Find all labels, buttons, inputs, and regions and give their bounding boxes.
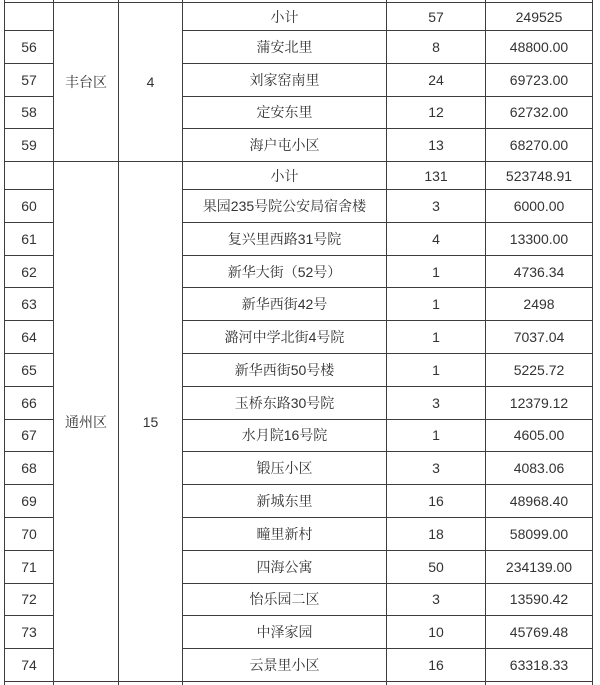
seq-cell: 69 (5, 485, 54, 518)
count-cell: 3 (387, 386, 486, 419)
seq-cell: 66 (5, 386, 54, 419)
count-cell: 1 (387, 354, 486, 387)
seq-cell: 60 (5, 190, 54, 223)
subtotal-label-cell: 小计 (183, 162, 387, 190)
community-cell: 蒲安北里 (183, 31, 387, 64)
count-cell: 18 (387, 517, 486, 550)
table-body (5, 0, 593, 685)
count-cell: 3 (387, 583, 486, 616)
community-cell: 疃里新村 (183, 517, 387, 550)
district-count-cell: 4 (119, 3, 183, 162)
seq-cell: 74 (5, 649, 54, 682)
count-cell: 16 (387, 649, 486, 682)
amount-cell: 13590.42 (486, 583, 593, 616)
community-cell: 中泽家园 (183, 616, 387, 649)
subsidy-table (4, 0, 593, 685)
empty-cell (119, 682, 183, 685)
count-cell: 3 (387, 190, 486, 223)
seq-cell: 73 (5, 616, 54, 649)
seq-cell: 63 (5, 288, 54, 321)
subtotal-amount-cell: 523748.91 (486, 162, 593, 190)
community-cell: 玉桥东路30号院 (183, 386, 387, 419)
seq-cell: 57 (5, 63, 54, 96)
amount-cell: 4736.34 (486, 255, 593, 288)
amount-cell: 45769.48 (486, 616, 593, 649)
community-cell: 水月院16号院 (183, 419, 387, 452)
amount-cell: 48800.00 (486, 31, 593, 64)
district-count-cell: 15 (119, 162, 183, 682)
amount-cell: 69723.00 (486, 63, 593, 96)
count-cell: 1 (387, 321, 486, 354)
amount-cell: 7037.04 (486, 321, 593, 354)
community-cell: 潞河中学北街4号院 (183, 321, 387, 354)
community-cell: 新华西街50号楼 (183, 354, 387, 387)
seq-cell: 72 (5, 583, 54, 616)
district-cell: 通州区 (54, 162, 119, 682)
partial-row-bottom (5, 682, 593, 685)
amount-cell: 63318.33 (486, 649, 593, 682)
empty-cell (5, 682, 54, 685)
community-cell: 锻压小区 (183, 452, 387, 485)
amount-cell: 13300.00 (486, 222, 593, 255)
subtotal-count-cell: 57 (387, 3, 486, 31)
count-cell: 3 (387, 452, 486, 485)
community-cell: 新华大街（52号） (183, 255, 387, 288)
seq-cell: 64 (5, 321, 54, 354)
count-cell: 50 (387, 550, 486, 583)
seq-cell: 59 (5, 129, 54, 162)
amount-cell: 4083.06 (486, 452, 593, 485)
community-cell: 怡乐园二区 (183, 583, 387, 616)
community-cell: 刘家窑南里 (183, 63, 387, 96)
community-cell: 果园235号院公安局宿舍楼 (183, 190, 387, 223)
district-cell: 丰台区 (54, 3, 119, 162)
subtotal-label-cell: 小计 (183, 3, 387, 31)
amount-cell: 4605.00 (486, 419, 593, 452)
seq-cell: 61 (5, 222, 54, 255)
empty-cell (387, 682, 486, 685)
seq-cell: 68 (5, 452, 54, 485)
seq-cell: 65 (5, 354, 54, 387)
subtotal-count-cell: 131 (387, 162, 486, 190)
community-cell: 复兴里西路31号院 (183, 222, 387, 255)
count-cell: 12 (387, 96, 486, 129)
community-cell: 海户屯小区 (183, 129, 387, 162)
count-cell: 8 (387, 31, 486, 64)
community-cell: 云景里小区 (183, 649, 387, 682)
count-cell: 10 (387, 616, 486, 649)
amount-cell: 68270.00 (486, 129, 593, 162)
subtotal-amount-cell: 249525 (486, 3, 593, 31)
seq-cell: 67 (5, 419, 54, 452)
amount-cell: 12379.12 (486, 386, 593, 419)
seq-cell: 56 (5, 31, 54, 64)
seq-cell: 71 (5, 550, 54, 583)
amount-cell: 2498 (486, 288, 593, 321)
amount-cell: 6000.00 (486, 190, 593, 223)
seq-cell (5, 3, 54, 31)
amount-cell: 234139.00 (486, 550, 593, 583)
seq-cell: 58 (5, 96, 54, 129)
seq-cell: 70 (5, 517, 54, 550)
empty-cell (183, 682, 387, 685)
count-cell: 4 (387, 222, 486, 255)
amount-cell: 62732.00 (486, 96, 593, 129)
community-cell: 新城东里 (183, 485, 387, 518)
community-cell: 定安东里 (183, 96, 387, 129)
count-cell: 13 (387, 129, 486, 162)
amount-cell: 48968.40 (486, 485, 593, 518)
subtotal-row (5, 3, 593, 31)
count-cell: 1 (387, 288, 486, 321)
seq-cell: 62 (5, 255, 54, 288)
count-cell: 1 (387, 419, 486, 452)
community-cell: 四海公寓 (183, 550, 387, 583)
empty-cell (486, 682, 593, 685)
count-cell: 16 (387, 485, 486, 518)
amount-cell: 5225.72 (486, 354, 593, 387)
amount-cell: 58099.00 (486, 517, 593, 550)
community-cell: 新华西街42号 (183, 288, 387, 321)
seq-cell (5, 162, 54, 190)
subtotal-row (5, 162, 593, 190)
count-cell: 1 (387, 255, 486, 288)
empty-cell (54, 682, 119, 685)
count-cell: 24 (387, 63, 486, 96)
